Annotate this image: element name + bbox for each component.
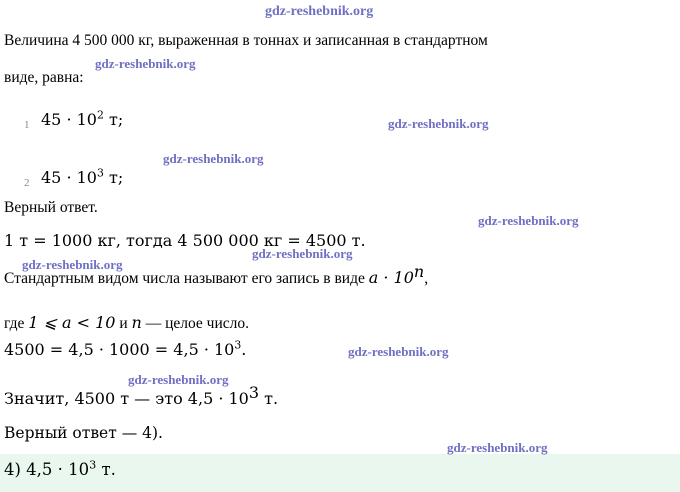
solution-step-1: 1 т = 1000 кг, тогда 4 500 000 кг = 4500 т. (4, 231, 366, 250)
solution-step-3-post: — целое число. (141, 315, 250, 332)
option-2-expression (41, 168, 123, 187)
watermark: gdz-reshebnik.org (447, 440, 548, 455)
solution-step-2-punct: , (424, 270, 429, 287)
solution-step-2-math-exp: n (413, 261, 425, 281)
solution-step-4-base: 4500 = 4,5 · 1000 = 4,5 · 10 (4, 340, 235, 359)
solution-step-3 (4, 313, 249, 333)
watermark: gdz-reshebnik.org (348, 344, 449, 359)
option-1-base: 45 · 10 (41, 110, 97, 129)
solution-step-3-math-2: n (131, 313, 142, 332)
question-line-1: Величина 4 500 000 кг, выраженная в тоннах и записанная в стандартном (4, 32, 488, 49)
option-1-expression (41, 110, 123, 129)
solution-heading: Верный ответ. (4, 199, 98, 216)
option-2-unit: т; (109, 168, 124, 187)
solution-step-2-text: Стандартным видом числа называют его запись в виде (4, 270, 369, 287)
watermark: gdz-reshebnik.org (163, 151, 264, 166)
option-1-number: 1 (24, 119, 30, 131)
watermark: gdz-reshebnik.org (22, 257, 123, 272)
solution-step-3-math: 1 ⩽ a < 10 (28, 313, 116, 332)
solution-step-3-mid: и (115, 315, 132, 332)
solution-final: Верный ответ — 4). (4, 424, 163, 442)
solution-step-5-pre: Значит, 4500 т — это 4,5 · 10 (4, 389, 249, 408)
watermark: gdz-reshebnik.org (265, 4, 374, 19)
option-2-number: 2 (24, 177, 30, 189)
option-1-exponent: 2 (96, 108, 104, 122)
solution-step-5-post: т. (259, 389, 279, 408)
option-2-base: 45 · 10 (41, 168, 97, 187)
watermark: gdz-reshebnik.org (128, 372, 229, 387)
watermark: gdz-reshebnik.org (388, 116, 489, 131)
solution-step-5 (4, 382, 279, 409)
solution-step-5-exp: 3 (248, 382, 260, 402)
final-answer-unit: т. (96, 460, 116, 479)
solution-step-4 (4, 340, 246, 359)
option-1-unit: т; (109, 110, 124, 129)
solution-step-3-pre: где (4, 315, 29, 332)
watermark: gdz-reshebnik.org (252, 246, 353, 261)
option-2-exponent: 3 (96, 166, 104, 180)
solution-step-4-end: . (241, 340, 247, 359)
watermark: gdz-reshebnik.org (478, 213, 579, 228)
question-line-2: виде, равна: (4, 69, 84, 86)
solution-step-4-exp: 3 (234, 338, 242, 352)
watermark: gdz-reshebnik.org (95, 56, 196, 71)
final-answer-label: 4) 4,5 · 10 (4, 460, 90, 479)
final-answer (4, 460, 116, 479)
solution-step-2-math-base: a · 10 (368, 268, 414, 287)
final-answer-exponent: 3 (89, 458, 97, 472)
